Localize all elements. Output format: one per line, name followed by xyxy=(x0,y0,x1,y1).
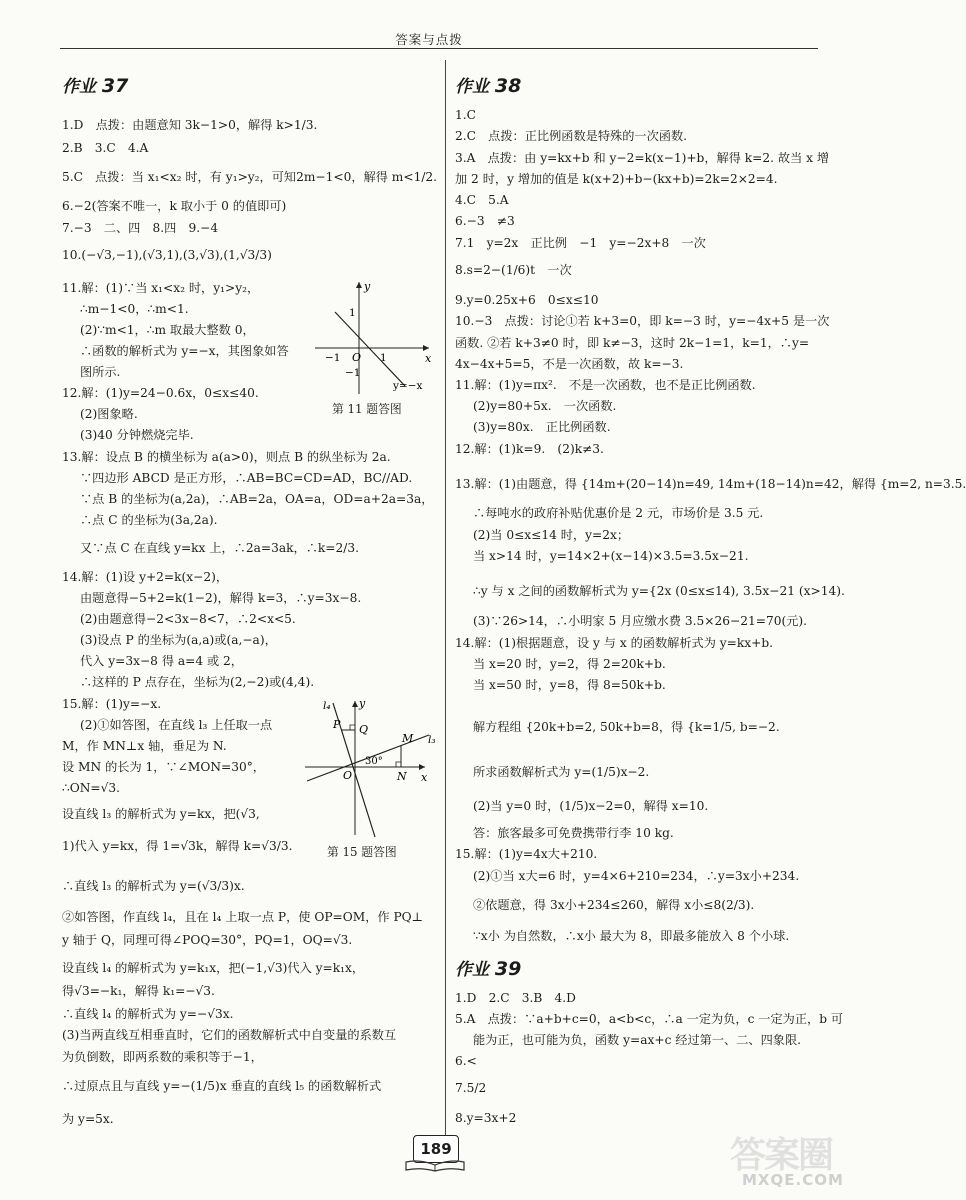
answer-line: 10.−3 点拨：讨论①若 k+3=0，即 k=−3 时，y=−4x+5 是一次 xyxy=(455,314,830,328)
figure-15-caption: 第 15 题答图 xyxy=(327,845,397,859)
answer-line: 解方程组 {20k+b=2, 50k+b=8，得 {k=1/5, b=−2. xyxy=(473,720,780,734)
answer-line: (2)①当 x大=6 时，y=4×6+210=234，∴y=3x小+234. xyxy=(473,869,800,883)
answer-line: 6.< xyxy=(455,1054,477,1068)
answer-line: M，作 MN⊥x 轴，垂足为 N. xyxy=(62,739,227,753)
answer-line: 所求函数解析式为 y=(1/5)x−2. xyxy=(473,765,650,779)
answer-line: 设 MN 的长为 1，∵∠MON=30°， xyxy=(62,760,265,774)
point-m-label: M xyxy=(402,732,414,745)
header-title: 答案与点拨 xyxy=(395,32,463,47)
answer-line: 7.5/2 xyxy=(455,1081,487,1095)
homework-39-heading: 作业 39 xyxy=(455,958,522,980)
header-rule xyxy=(60,48,818,49)
answer-line: 答：旅客最多可免费携带行李 10 kg. xyxy=(473,826,674,840)
answer-line: 设直线 l₃ 的解析式为 y=kx，把(√3, xyxy=(62,807,260,821)
answer-line: ②依题意，得 3x小+234≤260，解得 x小≤8(2/3). xyxy=(473,898,755,912)
answer-line: 4.C 5.A xyxy=(455,193,509,207)
answer-line: y 轴于 Q，同理可得∠POQ=30°，PQ=1，OQ=√3. xyxy=(62,933,353,947)
answer-line: ∴直线 l₃ 的解析式为 y=(√3/3)x. xyxy=(62,879,245,893)
answer-line: 当 x=50 时，y=8，得 8=50k+b. xyxy=(473,678,666,692)
answer-line: ∴点 C 的坐标为(3a,2a). xyxy=(80,513,218,527)
watermark xyxy=(730,1125,850,1195)
answer-line: 7.1 y=2x 正比例 −1 y=−2x+8 一次 xyxy=(455,236,706,250)
answer-line: 设直线 l₄ 的解析式为 y=k₁x，把(−1,√3)代入 y=k₁x， xyxy=(62,961,365,975)
answer-line: 加 2 时，y 增加的值是 k(x+2)+b−(kx+b)=2k=2×2=4. xyxy=(455,172,778,186)
answer-line: (3)当两直线互相垂直时，它们的函数解析式中自变量的系数互 xyxy=(62,1028,397,1042)
axis-x-label: x xyxy=(421,771,428,784)
origin-label: O xyxy=(343,769,353,782)
answer-line: 10.(−√3,−1),(√3,1),(3,√3),(1,√3/3) xyxy=(62,248,272,262)
answer-line: ∴m−1<0，∴m<1. xyxy=(80,302,189,316)
axis-y-label: y xyxy=(359,697,366,710)
answer-line: 15.解：(1)y=4x大+210. xyxy=(455,847,598,861)
watermark-url: MXQE.COM xyxy=(742,1171,844,1189)
homework-38-heading: 作业 38 xyxy=(455,75,522,97)
tick-label: −1 xyxy=(345,367,361,379)
answer-line: 2.C 点拨：正比例函数是特殊的一次函数. xyxy=(455,129,688,143)
angle-label: 30° xyxy=(365,756,383,767)
answer-line: 1.D 点拨：由题意知 3k−1>0，解得 k>1/3. xyxy=(62,118,318,132)
answer-line: ∵点 B 的坐标为(a,2a)，∴AB=2a，OA=a，OD=a+2a=3a， xyxy=(80,492,434,506)
answer-line: 1)代入 y=kx，得 1=√3k，解得 k=√3/3. xyxy=(62,839,293,853)
answer-line: 13.解：(1)由题意，得 {14m+(20−14)n=49, 14m+(18−14)n=42，解得 {m=2, n=3.5. xyxy=(455,477,966,491)
answer-line: 能为正，也可能为负，函数 y=ax+c 经过第一、二、四象限. xyxy=(473,1033,802,1047)
answer-line: 由题意得−5+2=k(1−2)，解得 k=3，∴y=3x−8. xyxy=(80,591,362,605)
answer-line: (2)∵m<1，∴m 取最大整数 0， xyxy=(80,323,255,337)
answer-line: 3.A 点拨：由 y=kx+b 和 y−2=k(x−1)+b，解得 k=2. 故当 x 增 xyxy=(455,151,830,165)
answer-line: 得√3=−k₁，解得 k₁=−√3. xyxy=(62,984,215,998)
column-divider xyxy=(445,60,446,1135)
watermark-text: 答案圈 xyxy=(730,1135,833,1176)
answer-line: ∴这样的 P 点存在，坐标为(2,−2)或(4,4). xyxy=(80,675,315,689)
answer-line: (3)y=80x. 正比例函数. xyxy=(473,420,611,434)
line-l4-label: l₄ xyxy=(323,700,331,712)
axis-x-label: x xyxy=(425,352,432,365)
answer-line: 6.−3 ≠3 xyxy=(455,214,515,228)
answer-line: ∴每吨水的政府补贴优惠价是 2 元，市场价是 3.5 元. xyxy=(473,506,764,520)
answer-line: (3)设点 P 的坐标为(a,a)或(a,−a)， xyxy=(80,633,277,647)
point-p-label: P xyxy=(333,718,341,731)
book-icon xyxy=(404,1160,466,1172)
answer-line: 5.A 点拨：∵a+b+c=0，a<b<c，∴a 一定为负，c 一定为正，b 可 xyxy=(455,1012,844,1026)
line-l3-label: l₃ xyxy=(428,734,436,746)
answer-line: 15.解：(1)y=−x. xyxy=(62,697,162,711)
answer-line: 2.B 3.C 4.A xyxy=(62,141,149,155)
answer-line: 为 y=5x. xyxy=(62,1112,114,1126)
answer-line: ∵四边形 ABCD 是正方形，∴AB=BC=CD=AD，BC//AD. xyxy=(80,471,413,485)
answer-line: (2)y=80+5x. 一次函数. xyxy=(473,399,617,413)
answer-line: 11.解：(1)y=πx². 不是一次函数，也不是正比例函数. xyxy=(455,378,756,392)
answer-line: (2)①如答图，在直线 l₃ 上任取一点 xyxy=(80,718,273,732)
answer-line: ∴ON=√3. xyxy=(62,781,121,795)
answer-line: ∴函数的解析式为 y=−x，其图象如答 xyxy=(80,344,289,358)
answer-line: 7.−3 二、四 8.四 9.−4 xyxy=(62,221,219,235)
answer-line: 代入 y=3x−8 得 a=4 或 2， xyxy=(80,654,243,668)
answer-line: 为负倒数，即两系数的乘积等于−1， xyxy=(62,1050,263,1064)
answer-line: 当 x>14 时，y=14×2+(x−14)×3.5=3.5x−21. xyxy=(473,549,749,563)
answer-line: (2)图象略. xyxy=(80,407,138,421)
answer-line: 6.−2(答案不唯一，k 取小于 0 的值即可) xyxy=(62,199,287,213)
answer-line: 8.y=3x+2 xyxy=(455,1111,517,1125)
tick-label: 1 xyxy=(349,307,356,319)
origin-label: O xyxy=(352,351,362,364)
answer-line: ∴y 与 x 之间的函数解析式为 y={2x (0≤x≤14), 3.5x−21 (x>14). xyxy=(473,584,845,598)
answer-line: 14.解：(1)根据题意，设 y 与 x 的函数解析式为 y=kx+b. xyxy=(455,636,774,650)
homework-37-heading: 作业 37 xyxy=(62,75,129,97)
answer-line: ∴过原点且与直线 y=−(1/5)x 垂直的直线 l₅ 的函数解析式 xyxy=(62,1079,382,1093)
answer-line: 图所示. xyxy=(80,365,121,379)
answer-line: 13.解：设点 B 的横坐标为 a(a>0)，则点 B 的纵坐标为 2a. xyxy=(62,450,391,464)
figure-15-graph xyxy=(297,695,442,845)
answer-line: 5.C 点拨：当 x₁<x₂ 时，有 y₁>y₂，可知2m−1<0，解得 m<1/2. xyxy=(62,170,438,184)
answer-line: 14.解：(1)设 y+2=k(x−2)， xyxy=(62,570,229,584)
answer-line: (3)∵26>14，∴小明家 5 月应缴水费 3.5×26−21=70(元). xyxy=(473,614,808,628)
answer-line: (2)当 y=0 时，(1/5)x−2=0，解得 x=10. xyxy=(473,799,709,813)
answer-line: 12.解：(1)y=24−0.6x，0≤x≤40. xyxy=(62,386,259,400)
answer-line: ∵x小 为自然数，∴x小 最大为 8，即最多能放入 8 个小球. xyxy=(473,929,790,943)
page-number: 189 xyxy=(413,1135,459,1163)
axis-y-label: y xyxy=(364,280,371,293)
figure-11-graph xyxy=(307,276,437,401)
answer-line: 又∵点 C 在直线 y=kx 上，∴2a=3ak，∴k=2/3. xyxy=(80,541,359,555)
answer-line: 1.C xyxy=(455,108,476,122)
answer-line: 4x−4x+5=5，不是一次函数，故 k=−3. xyxy=(455,357,684,371)
answer-line: 函数. ②若 k+3≠0 时，即 k≠−3，这时 2k−1=1，k=1，∴y= xyxy=(455,336,810,350)
answer-line: 1.D 2.C 3.B 4.D xyxy=(455,991,576,1005)
answer-line: 12.解：(1)k=9. (2)k≠3. xyxy=(455,442,604,456)
answer-line: 当 x=20 时，y=2，得 2=20k+b. xyxy=(473,657,666,671)
tick-label: 1 xyxy=(380,352,387,364)
answer-line: (2)由题意得−2<3x−8<7，∴2<x<5. xyxy=(80,612,296,626)
page-header xyxy=(0,0,858,50)
point-q-label: Q xyxy=(359,723,369,736)
answer-line: 11.解：(1)∵当 x₁<x₂ 时，y₁>y₂， xyxy=(62,281,260,295)
answer-line: ②如答图，作直线 l₄，且在 l₄ 上取一点 P，使 OP=OM，作 PQ⊥ xyxy=(62,910,424,924)
answer-line: (2)当 0≤x≤14 时，y=2x； xyxy=(473,528,630,542)
tick-label: −1 xyxy=(325,352,341,364)
answer-line: ∴直线 l₄ 的解析式为 y=−√3x. xyxy=(62,1007,234,1021)
point-n-label: N xyxy=(397,770,407,783)
line-equation-label: y=−x xyxy=(393,380,423,392)
answer-line: 9.y=0.25x+6 0≤x≤10 xyxy=(455,293,599,307)
answer-line: (3)40 分钟燃烧完毕. xyxy=(80,428,194,442)
figure-11-caption: 第 11 题答图 xyxy=(332,402,402,416)
answer-line: 8.s=2−(1/6)t 一次 xyxy=(455,263,572,277)
